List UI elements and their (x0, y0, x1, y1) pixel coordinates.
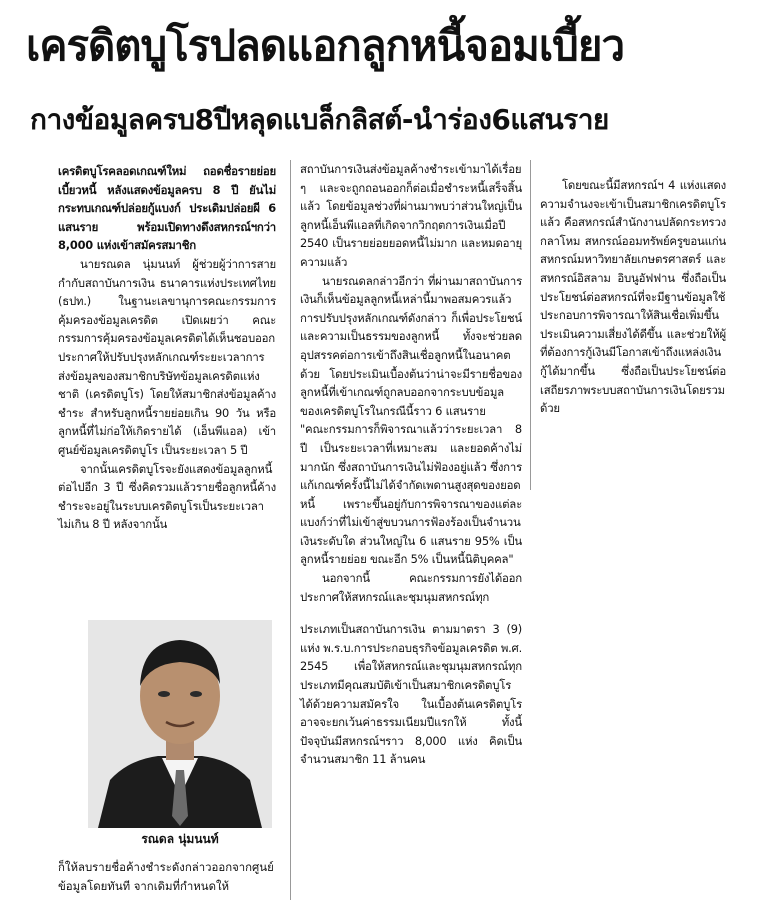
body-paragraph: นอกจากนี้ คณะกรรมการยังได้ออกประกาศให้สหกรณ์และชุมนุมสหกรณ์ทุก (300, 571, 522, 604)
column-3 (540, 176, 726, 418)
column-1 (58, 162, 276, 534)
column-1-continuation: ก็ให้ลบรายชื่อค้างชำระดังกล่าวออกจากศูนย์ข้อมูลโดยทันที จากเดิมที่กำหนดให้ (58, 860, 274, 893)
column-divider (530, 160, 531, 490)
body-paragraph: โดยขณะนี้มีสหกรณ์ฯ 4 แห่งแสดงความจำนงจะเข้าเป็นสมาชิกเครดิตบูโรแล้ว คือสหกรณ์สำนักงานปลัดกระทรวงกลาโหม สหกรณ์ออมทรัพย์ครูขอนแก่น สหกรณ์มหาวิทยาลัยเกษตรศาสตร์ และสหกรณ์อิสลาม อิบนูอัฟฟาน ซึ่งถือเป็นประโยชน์ต่อสหกรณ์ที่จะมีฐานข้อมูลใช้ประกอบการพิจารณาให้สินเชื่อเพิ่มขึ้น ประเมินความเสี่ยงได้ดีขึ้น และช่วยให้ผู้ที่ต้องการกู้เงินมีโอกาสเข้าถึงแหล่งเงินกู้ได้มากขึ้น ซึ่งถือเป็นประโยชน์ต่อเสถียรภาพระบบสถาบันการเงินโดยรวมด้วย (540, 178, 726, 416)
portrait-photo (88, 620, 272, 828)
quote-paragraph: "คณะกรรมการก็พิจารณาแล้วว่าระยะเวลา 8 ปี เป็นระยะเวลาที่เหมาะสม และยอดค้างไม่มากนัก ซึ่งสถาบันการเงินไม่ฟ้องอยู่แล้ว ซึ่งการแก้เกณฑ์ครั้งนี้ไม่ได้จำกัดเพดานสูงสุดของยอดหนี้ เพราะขึ้นอยู่กับการพิจารณาของแต่ละแบงก์ว่าที่ไม่เข้าสู่ขบวนการฟ้องร้องเป็นจำนวนเงินระดับใด ส่วนใหญ่ใน 6 แสนราย 95% เป็นลูกหนี้รายย่อย ขณะอีก 5% เป็นหนี้นิติบุคคล" (300, 422, 522, 567)
lead-paragraph: เครดิตบูโรคลอดเกณฑ์ใหม่ ถอดชื่อรายย่อยเบี้ยวหนี้ หลังแสดงข้อมูลครบ 8 ปี ยันไม่กระทบเกณฑ์ปล่อยกู้แบงก์ ประเดิมปล่อยผี 6 แสนราย พร้อมเปิดทางดึงสหกรณ์ฯกว่า 8,000 แห่งเข้าสมัครสมาชิก (58, 164, 276, 253)
subheadline: กางข้อมูลครบ8ปีหลุดแบล็กลิสต์-นำร่อง6แสนราย (30, 103, 609, 136)
body-paragraph: นายรณดล นุ่มนนท์ ผู้ช่วยผู้ว่าการสายกำกับสถาบันการเงิน ธนาคารแห่งประเทศไทย (ธปท.) ในฐานะเลขานุการคณะกรรมการคุ้มครองข้อมูลเครดิต เปิดเผยว่า คณะกรรมการคุ้มครองข้อมูลเครดิตได้เห็นชอบออกประกาศให้ปรับปรุงหลักเกณฑ์ระยะเวลาการส่งข้อมูลของสมาชิกบริษัทข้อมูลเครดิตแห่งชาติ (เครดิตบูโร) โดยให้สมาชิกส่งข้อมูลค้างชำระ สำหรับลูกหนี้รายย่อยเกิน 90 วัน หรือลูกหนี้ที่ไม่ก่อให้เกิดรายได้ (เอ็นพีแอล) เข้าศูนย์ข้อมูลเครดิตบูโร เป็นระยะเวลา 5 ปี (58, 256, 276, 457)
body-paragraph: สถาบันการเงินส่งข้อมูลค้างชำระเข้ามาได้เรื่อย ๆ และจะถูกถอนออกก็ต่อเมื่อชำระหนี้เสร็จสิ้นแล้ว โดยข้อมูลช่วงที่ผ่านมาพบว่าส่วนใหญ่เป็นลูกหนี้เอ็นพีแอลที่เกิดจากวิกฤตการเงินเมื่อปี 2540 เป็นรายย่อยยอดหนี้ไม่มาก และหมดอายุความแล้ว (300, 162, 522, 269)
photo-caption: รณดล นุ่มนนท์ (141, 832, 219, 846)
headline: เครดิตบูโรปลดแอกลูกหนี้จอมเบี้ยว (26, 21, 625, 70)
body-paragraph: นายรณดลกล่าวอีกว่า ที่ผ่านมาสถาบันการเงินก็เห็นข้อมูลลูกหนี้เหล่านี้มาพอสมควรแล้ว การปรับปรุงหลักเกณฑ์ดังกล่าว ก็เพื่อประโยชน์และความเป็นธรรมของลูกหนี้ ทั้งจะช่วยลดอุปสรรคต่อการเข้าถึงสินเชื่อลูกหนี้ในอนาคตด้วย โดยประเมินเบื้องต้นว่าน่าจะมีรายชื่อของลูกหนี้ที่เข้าเกณฑ์ถูกลบออกจากระบบข้อมูลของเครดิตบูโรในกรณีนี้ราว 6 แสนราย (300, 273, 522, 418)
body-paragraph: ประเภทเป็นสถาบันการเงิน ตามมาตรา 3 (9) แห่ง พ.ร.บ.การประกอบธุรกิจข้อมูลเครดิต พ.ศ. 2545 เพื่อให้สหกรณ์และชุมนุมสหกรณ์ทุกประเภทมีคุณสมบัติเข้าเป็นสมาชิกเครดิตบูโรได้ด้วยความสมัครใจ ในเบื้องต้นเครดิตบูโรอาจจะยกเว้นค่าธรรมเนียมปีแรกให้ ทั้งนี้ ปัจจุบันมีสหกรณ์ฯราว 8,000 แห่ง คิดเป็นจำนวนสมาชิก 11 ล้านคน (300, 622, 522, 767)
portrait-image (88, 620, 272, 828)
column-divider (290, 160, 291, 900)
column-2 (300, 160, 522, 769)
body-paragraph: จากนั้นเครดิตบูโรจะยังแสดงข้อมูลลูกหนี้ต่อไปอีก 3 ปี ซึ่งคิดรวมแล้วรายชื่อลูกหนี้ค้างชำระจะอยู่ในระบบเครดิตบูโรเป็นระยะเวลาไม่เกิน 8 ปี หลังจากนั้น (58, 461, 276, 532)
